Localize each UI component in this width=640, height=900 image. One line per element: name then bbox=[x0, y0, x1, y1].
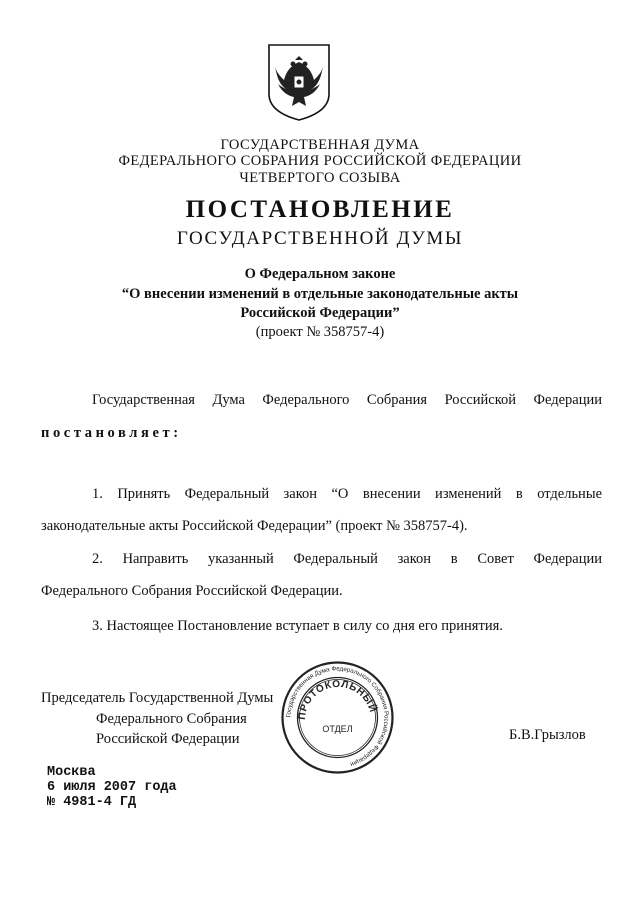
item-2-line-2: Федерального Собрания Российской Федерации. bbox=[41, 583, 343, 599]
document-type-subtitle: ГОСУДАРСТВЕННОЙ ДУМЫ bbox=[176, 228, 464, 249]
header-line-assembly: ФЕДЕРАЛЬНОГО СОБРАНИЯ РОССИЙСКОЙ ФЕДЕРАЦИИ bbox=[118, 153, 522, 169]
signer-title-line-1: Председатель Государственной Думы bbox=[41, 690, 274, 706]
footer-number: № 4981-4 ГД bbox=[47, 795, 137, 810]
stamp-outer-text: Государственная Дума Федерального Собрания Российской Федерации bbox=[285, 665, 390, 768]
stamp-inner-text: ПРОТОКОЛЬНЫЙ bbox=[296, 678, 379, 721]
subject-line-1: О Федеральном законе bbox=[244, 266, 396, 282]
item-1-line-1: 1. Принять Федеральный закон “О внесении изменений в отдельные bbox=[92, 486, 602, 502]
preamble-text: Государственная Дума Федерального Собрания Российской Федерации bbox=[92, 392, 602, 408]
signer-name: Б.В.Грызлов bbox=[509, 727, 586, 743]
header-line-duma: ГОСУДАРСТВЕННАЯ ДУМА bbox=[220, 137, 420, 153]
item-2-line-1: 2. Направить указанный Федеральный закон в Совет Федерации bbox=[92, 551, 602, 567]
protocol-department-stamp bbox=[280, 660, 395, 775]
item-3: 3. Настоящее Постановление вступает в силу со дня его принятия. bbox=[92, 618, 503, 634]
signer-title-line-2: Федерального Собрания bbox=[96, 711, 247, 727]
item-1-line-2: законодательные акты Российской Федерации” (проект № 358757-4). bbox=[41, 518, 468, 534]
project-number: (проект № 358757-4) bbox=[255, 324, 385, 340]
stamp-center-text: ОТДЕЛ bbox=[322, 724, 353, 734]
signer-title-line-3: Российской Федерации bbox=[96, 731, 240, 747]
document-type-title: ПОСТАНОВЛЕНИЕ bbox=[185, 196, 455, 223]
footer-city: Москва bbox=[47, 765, 96, 780]
decree-word: постановляет: bbox=[41, 425, 182, 441]
state-emblem-icon bbox=[266, 42, 332, 122]
svg-text:ПРОТОКОЛЬНЫЙ bbox=[297, 679, 380, 721]
subject-line-3: Российской Федерации” bbox=[240, 305, 400, 321]
subject-line-2: “О внесении изменений в отдельные законодательные акты bbox=[121, 286, 519, 302]
header-line-convocation: ЧЕТВЕРТОГО СОЗЫВА bbox=[239, 170, 401, 186]
footer-date: 6 июля 2007 года bbox=[47, 780, 177, 795]
